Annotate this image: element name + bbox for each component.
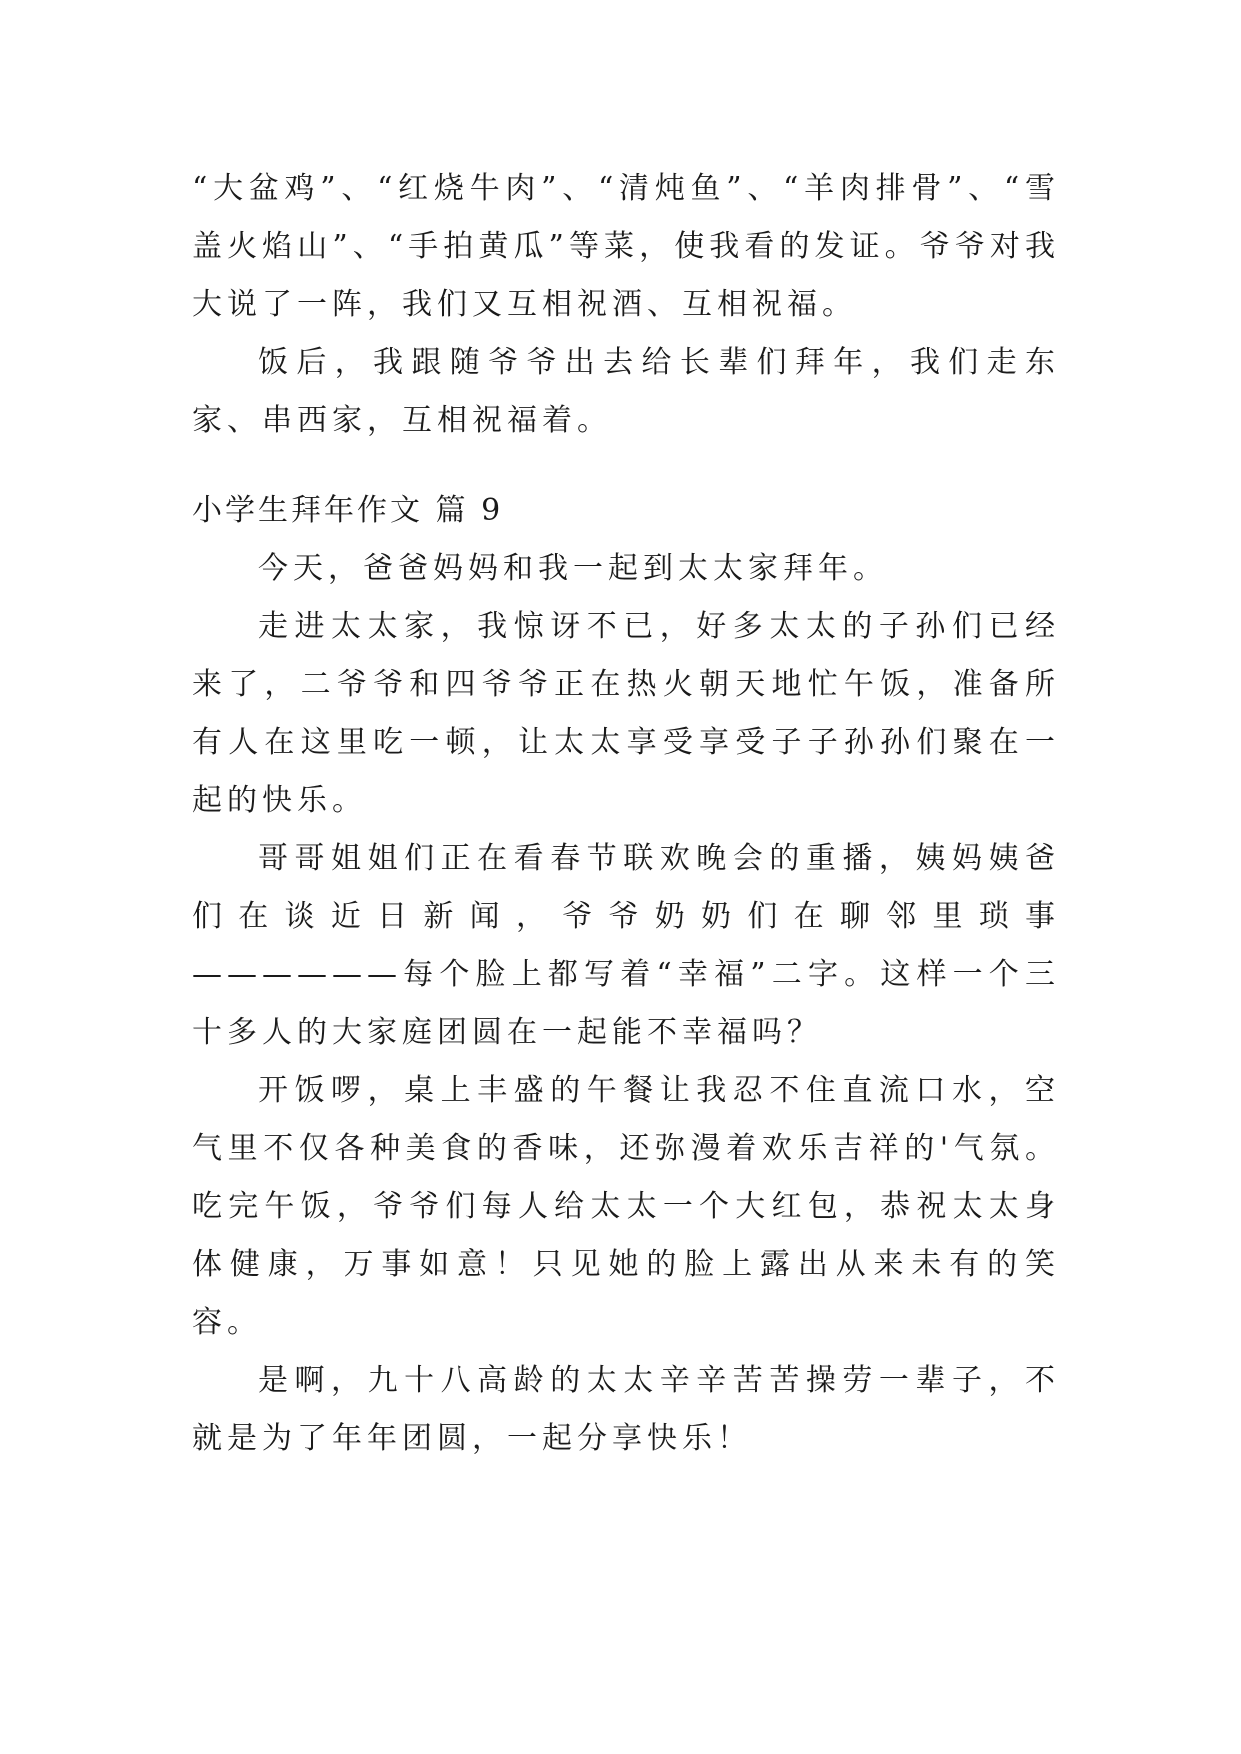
paragraph-visiting-elders: 饭后，我跟随爷爷出去给长辈们拜年，我们走东家、串西家，互相祝福着。	[192, 345, 1060, 438]
document-page	[192, 160, 1060, 1468]
paragraph-dishes: “大盆鸡”、“红烧牛肉”、“清炖鱼”、“羊肉排骨”、“雪盖火焰山”、“手拍黄瓜”等菜，使我看的发证。爷爷对我大说了一阵，我们又互相祝酒、互相祝福。	[192, 171, 1060, 322]
paragraph-entering-house: 走进太太家，我惊讶不已，好多太太的子孙们已经来了，二爷爷和四爷爷正在热火朝天地忙午饭，准备所有人在这里吃一顿，让太太享受享受子子孙孙们聚在一起的快乐。	[192, 609, 1060, 818]
paragraph-family-gathering: 哥哥姐姐们正在看春节联欢晚会的重播，姨妈姨爸们在谈近日新闻，爷爷奶奶们在聊邻里琐事——————每个脸上都写着“幸福”二字。这样一个三十多人的大家庭团圆在一起能不幸福吗？	[192, 841, 1060, 1050]
paragraph-conclusion: 是啊，九十八高龄的太太辛辛苦苦操劳一辈子，不就是为了年年团圆，一起分享快乐！	[192, 1363, 1060, 1456]
section-title: 小学生拜年作文 篇 9	[192, 493, 504, 528]
paragraph-today: 今天，爸爸妈妈和我一起到太太家拜年。	[258, 551, 888, 586]
paragraph-lunch: 开饭啰，桌上丰盛的午餐让我忍不住直流口水，空气里不仅各种美食的香味，还弥漫着欢乐吉祥的'气氛。吃完午饭，爷爷们每人给太太一个大红包，恭祝太太身体健康，万事如意！只见她的脸上露出从来未有的笑容。	[192, 1073, 1060, 1340]
